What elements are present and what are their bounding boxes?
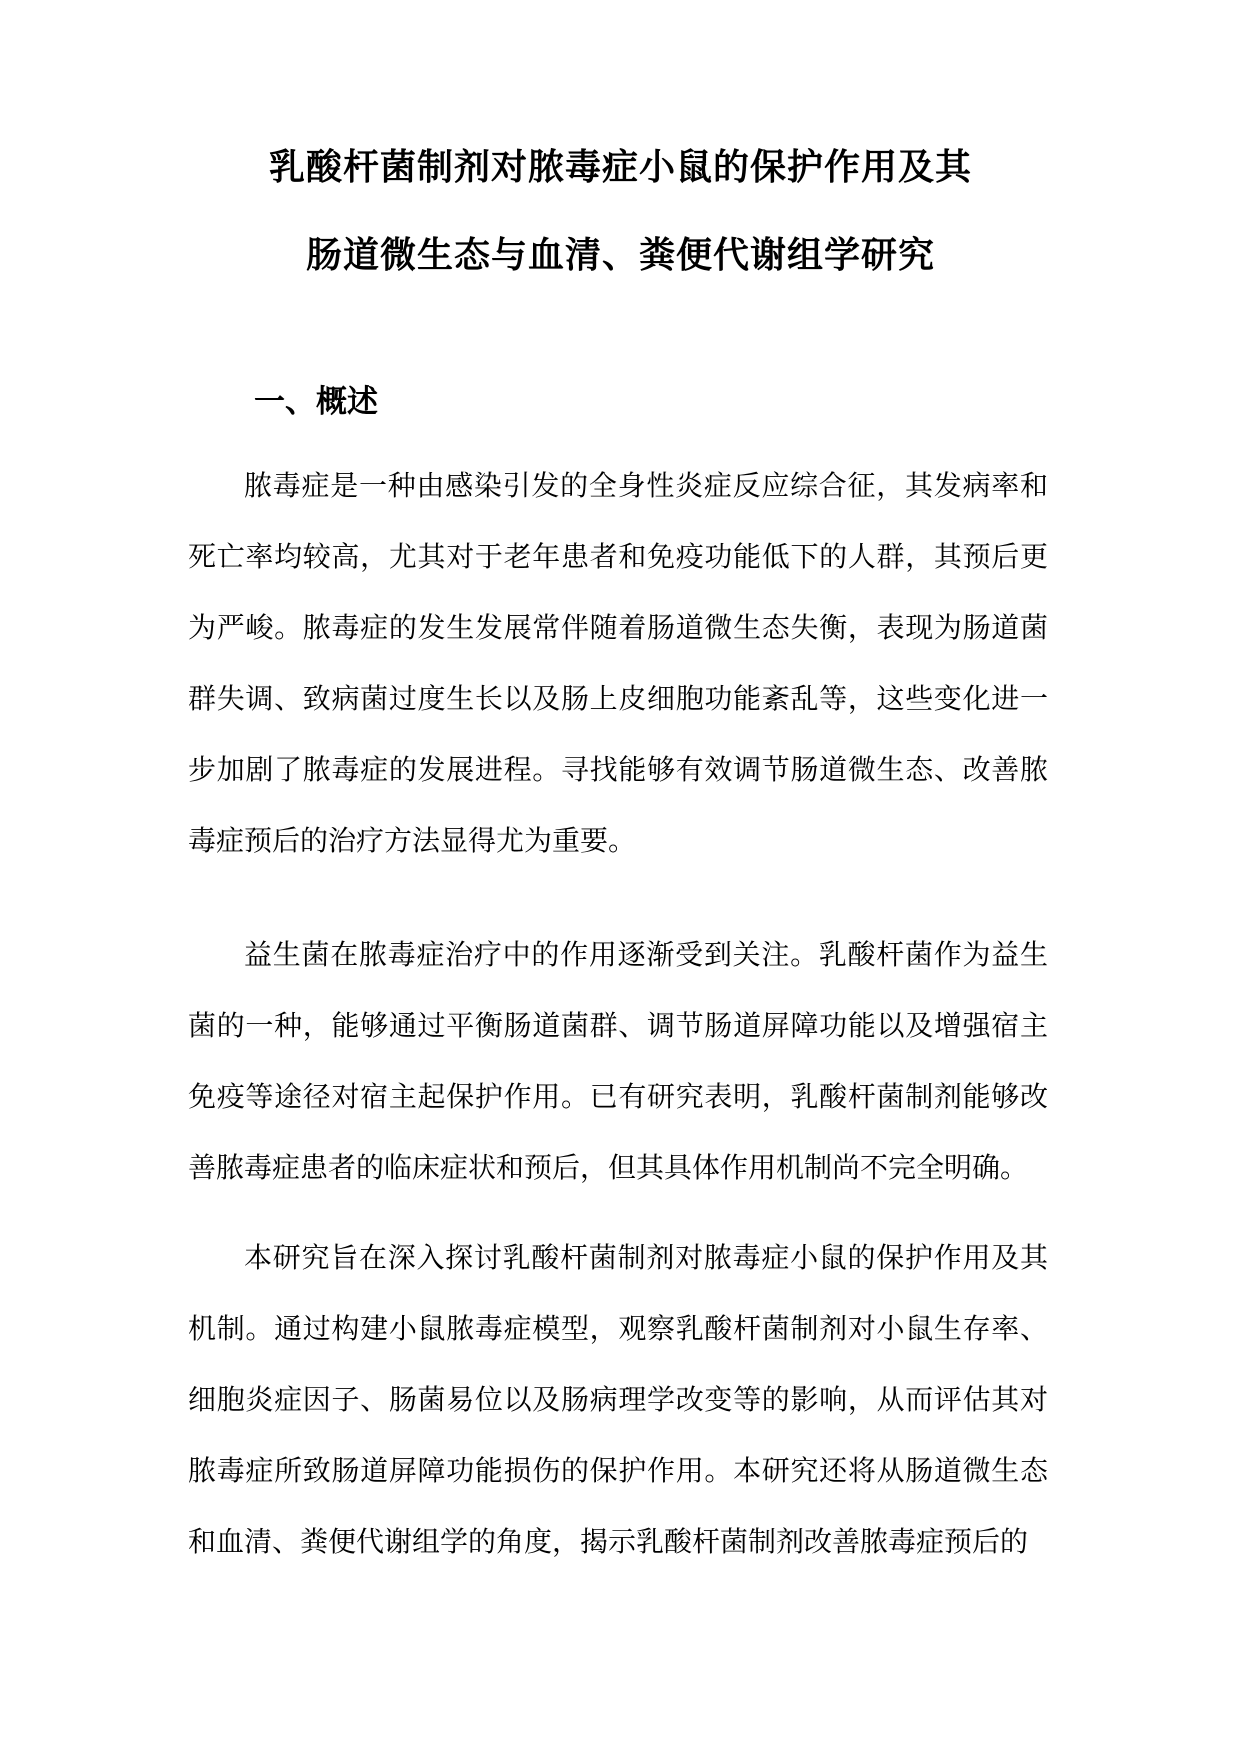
- document-title: [0, 148, 1241, 276]
- section-heading: 一、概述: [254, 384, 378, 420]
- paragraph-1: 脓毒症是一种由感染引发的全身性炎症反应综合征，其发病率和死亡率均较高，尤其对于老年患者和免疫功能低下的人群，其预后更为严峻。脓毒症的发生发展常伴随着肠道微生态失衡，表现为肠道菌群失调、致病菌过度生长以及肠上皮细胞功能紊乱等，这些变化进一步加剧了脓毒症的发展进程。寻找能够有效调节肠道微生态、改善脓毒症预后的治疗方法显得尤为重要。: [188, 469, 1048, 857]
- title-line-2: 肠道微生态与血清、粪便代谢组学研究: [305, 235, 935, 276]
- paragraph-2: 益生菌在脓毒症治疗中的作用逐渐受到关注。乳酸杆菌作为益生菌的一种，能够通过平衡肠道菌群、调节肠道屏障功能以及增强宿主免疫等途径对宿主起保护作用。已有研究表明，乳酸杆菌制剂能够改善脓毒症患者的临床症状和预后，但其具体作用机制尚不完全明确。: [188, 938, 1048, 1184]
- paragraph-3: 本研究旨在深入探讨乳酸杆菌制剂对脓毒症小鼠的保护作用及其机制。通过构建小鼠脓毒症模型，观察乳酸杆菌制剂对小鼠生存率、细胞炎症因子、肠菌易位以及肠病理学改变等的影响，从而评估其对脓毒症所致肠道屏障功能损伤的保护作用。本研究还将从肠道微生态和血清、粪便代谢组学的角度，揭示乳酸杆菌制剂改善脓毒症预后的: [188, 1241, 1048, 1558]
- title-line-1: 乳酸杆菌制剂对脓毒症小鼠的保护作用及其: [268, 147, 972, 188]
